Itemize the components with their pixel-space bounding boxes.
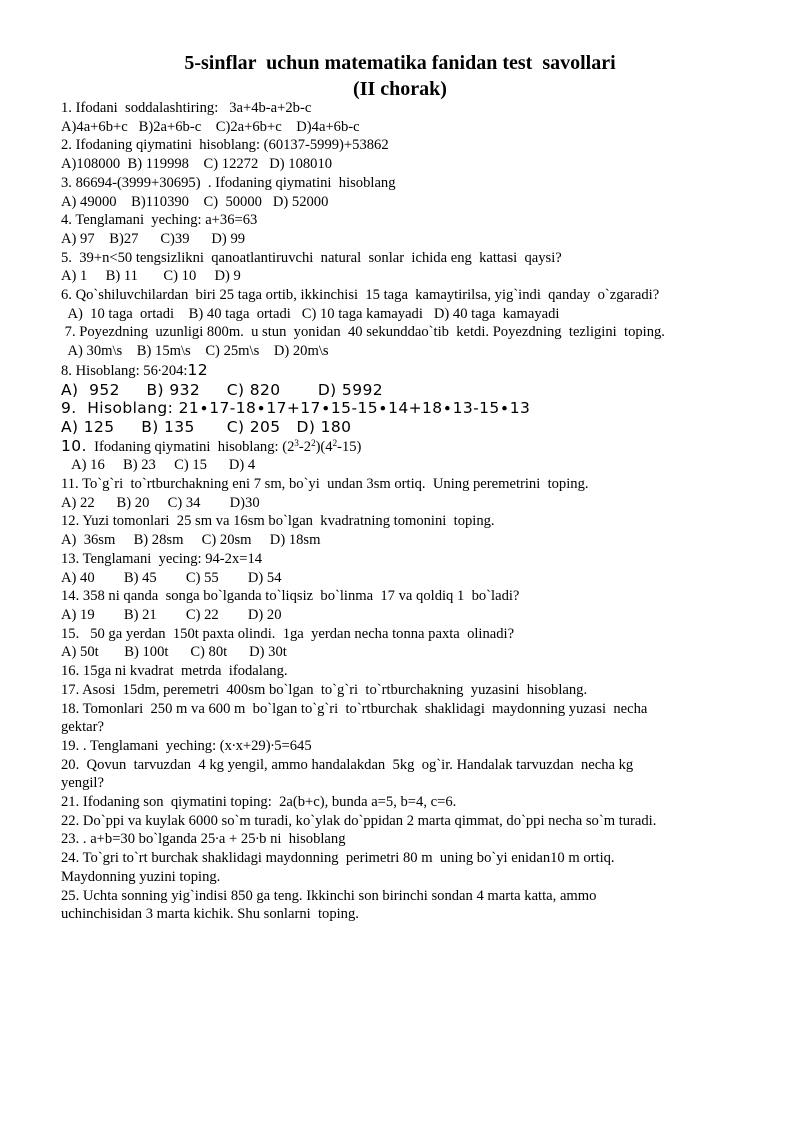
task-18: 18. Tomonlari 250 m va 600 m bo`lgan to`g`ri to`rtburchak shaklidagi maydonning yuzasi necha — [61, 700, 648, 717]
question-14: 14. 358 ni qanda songa bo`lganda to`liqsiz bo`linma 17 va qoldiq 1 bo`ladi? — [61, 588, 520, 605]
options-7: A) 30m\s B) 15m\s C) 25m\s D) 20m\s — [61, 343, 329, 360]
question-10-number: 10. — [61, 436, 87, 455]
test-content — [61, 99, 751, 924]
task-20-cont: yengil? — [61, 775, 104, 792]
title-block — [0, 50, 800, 102]
task-24-cont: Maydonning yuzini toping. — [61, 868, 221, 885]
page-subtitle: (II chorak) — [353, 78, 447, 100]
question-12: 12. Yuzi tomonlari 25 sm va 16sm bo`lgan kvadratning tomonini toping. — [61, 513, 495, 530]
options-12: A) 36sm B) 28sm C) 20sm D) 18sm — [61, 532, 321, 549]
task-25-cont: uchinchisidan 3 marta kichik. Shu sonlarni toping. — [61, 906, 359, 923]
task-19: 19. . Tenglamani yeching: (x∙x+29)∙5=645 — [61, 737, 312, 754]
options-13: A) 40 B) 45 C) 55 D) 54 — [61, 569, 282, 586]
question-8-text: 8. Hisoblang: 56∙204: — [61, 362, 188, 379]
question-10-text-c: )(4 — [315, 438, 333, 455]
exponent: 2 — [311, 437, 316, 448]
question-10-text-a: Ifodaning qiymatini hisoblang: (2 — [86, 438, 295, 455]
question-10-text-d: -15) — [337, 438, 362, 455]
exponent: 3 — [294, 437, 299, 448]
question-2: 2. Ifodaning qiymatini hisoblang: (60137-5999)+53862 — [61, 137, 389, 154]
task-22: 22. Do`ppi va kuylak 6000 so`m turadi, ko`ylak do`ppidan 2 marta qimmat, do`ppi necha so`m turadi. — [61, 812, 657, 829]
options-3: A) 49000 B)110390 C) 50000 D) 52000 — [61, 193, 329, 210]
page-title: 5-sinflar uchun matematika fanidan test savollari — [184, 52, 616, 74]
question-10 — [61, 437, 751, 457]
task-17: 17. Asosi 15dm, peremetri 400sm bo`lgan to`g`ri to`rtburchakning yuzasini hisoblang. — [61, 681, 588, 698]
task-21: 21. Ifodaning son qiymatini toping: 2a(b+c), bunda a=5, b=4, c=6. — [61, 794, 457, 811]
question-11: 11. To`g`ri to`rtburchakning eni 7 sm, bo`yi undan 3sm ortiq. Uning peremetrini toping. — [61, 476, 589, 493]
options-6: A) 10 taga ortadi B) 40 taga ortadi C) 10 taga kamayadi D) 40 taga kamayadi — [61, 305, 560, 322]
options-15: A) 50t B) 100t C) 80t D) 30t — [61, 644, 287, 661]
task-18-cont: gektar? — [61, 719, 104, 736]
task-23: 23. . a+b=30 bo`lganda 25∙a + 25∙b ni hisoblang — [61, 831, 346, 848]
options-8: A) 952 B) 932 C) 820 D) 5992 — [61, 380, 383, 399]
options-14: A) 19 B) 21 C) 22 D) 20 — [61, 606, 282, 623]
question-15: 15. 50 ga yerdan 150t paxta olindi. 1ga yerdan necha tonna paxta olinadi? — [61, 625, 515, 642]
options-10: A) 16 B) 23 C) 15 D) 4 — [61, 457, 256, 474]
question-5: 5. 39+n<50 tengsizlikni qanoatlantiruvchi natural sonlar ichida eng kattasi qaysi? — [61, 249, 562, 266]
question-10-text-b: -2 — [298, 438, 312, 455]
task-16: 16. 15ga ni kvadrat metrda ifodalang. — [61, 663, 288, 680]
question-4: 4. Tenglamani yeching: a+36=63 — [61, 212, 258, 229]
options-1: A)4a+6b+c B)2a+6b-c C)2a+6b+c D)4a+6b-c — [61, 118, 360, 135]
options-5: A) 1 B) 11 C) 10 D) 9 — [61, 268, 241, 285]
options-4: A) 97 B)27 C)39 D) 99 — [61, 230, 246, 247]
question-7: 7. Poyezdning uzunligi 800m. u stun yonidan 40 sekunddao`tib ketdi. Poyezdning tezligini toping. — [61, 324, 665, 341]
exponent: 2 — [332, 437, 338, 448]
question-8 — [61, 361, 751, 381]
question-6: 6. Qo`shiluvchilardan biri 25 taga ortib, ikkinchisi 15 taga kamaytirilsa, yig`indi qanday o`zgaradi? — [61, 287, 660, 304]
question-13: 13. Tenglamani yecing: 94-2x=14 — [61, 550, 263, 567]
question-9: 9. Hisoblang: 21∙17-18∙17+17∙15-15∙14+18∙13-15∙13 — [61, 399, 531, 418]
options-2: A)108000 B) 119998 C) 12272 D) 108010 — [61, 156, 333, 173]
task-25: 25. Uchta sonning yig`indisi 850 ga teng. Ikkinchi son birinchi sondan 4 marta katta, ammo — [61, 887, 597, 904]
task-24: 24. To`gri to`rt burchak shaklidagi maydonning perimetri 80 m uning bo`yi enidan10 m ortiq. — [61, 850, 615, 867]
options-11: A) 22 B) 20 C) 34 D)30 — [61, 494, 260, 511]
question-8-divisor: 12 — [187, 360, 209, 379]
question-3: 3. 86694-(3999+30695) . Ifodaning qiymatini hisoblang — [61, 174, 396, 191]
question-1: 1. Ifodani soddalashtiring: 3a+4b-a+2b-c — [61, 100, 312, 116]
options-9: A) 125 B) 135 C) 205 D) 180 — [61, 417, 352, 436]
task-20: 20. Qovun tarvuzdan 4 kg yengil, ammo handalakdan 5kg og`ir. Handalak tarvuzdan necha kg — [61, 756, 634, 773]
